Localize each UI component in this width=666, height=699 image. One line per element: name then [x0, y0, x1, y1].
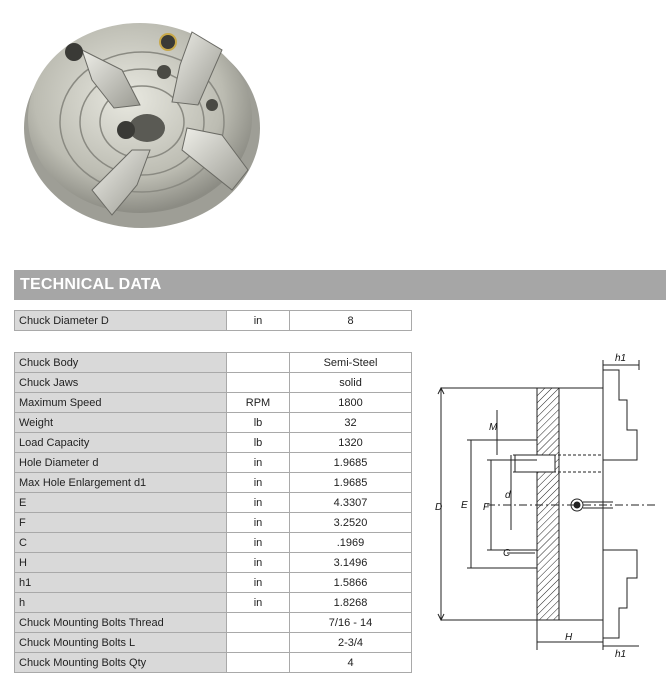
spec-unit: [227, 653, 290, 673]
dim-F: F: [483, 502, 490, 513]
table-row: [15, 373, 412, 393]
spec-label: Max Hole Enlargement d1: [15, 473, 227, 493]
spec-unit: in: [227, 493, 290, 513]
table-row: [15, 311, 412, 331]
spec-label: H: [15, 553, 227, 573]
spec-unit: lb: [227, 433, 290, 453]
spec-table: [14, 352, 412, 673]
table-row: [15, 573, 412, 593]
table-row: [15, 513, 412, 533]
spec-label: Maximum Speed: [15, 393, 227, 413]
spec-unit: in: [227, 453, 290, 473]
spec-label: F: [15, 513, 227, 533]
spec-label: Chuck Diameter D: [15, 311, 227, 331]
spec-label: h1: [15, 573, 227, 593]
table-row: [15, 473, 412, 493]
dim-h1-top: h1: [615, 353, 627, 364]
spec-unit: [227, 373, 290, 393]
spec-value: .1969: [290, 533, 412, 553]
spec-label: C: [15, 533, 227, 553]
spec-value: 3.1496: [290, 553, 412, 573]
spec-value: 1.8268: [290, 593, 412, 613]
spec-value: 2-3/4: [290, 633, 412, 653]
spec-value: 4.3307: [290, 493, 412, 513]
spec-unit: lb: [227, 413, 290, 433]
spec-value: 4: [290, 653, 412, 673]
spec-label: Weight: [15, 413, 227, 433]
table-row: [15, 353, 412, 373]
spec-label: Hole Diameter d: [15, 453, 227, 473]
dim-d: d: [505, 490, 511, 501]
spec-unit: [227, 353, 290, 373]
spec-unit: in: [227, 573, 290, 593]
dim-h1-bottom: h1: [615, 649, 627, 660]
spec-label: Chuck Mounting Bolts Thread: [15, 613, 227, 633]
spec-label: Chuck Jaws: [15, 373, 227, 393]
section-header: TECHNICAL DATA: [14, 270, 666, 300]
spec-unit: [227, 633, 290, 653]
table-row: [15, 613, 412, 633]
spec-unit: in: [227, 473, 290, 493]
dim-E: E: [461, 500, 468, 511]
spec-value: 1800: [290, 393, 412, 413]
primary-spec-table: [14, 310, 412, 331]
spec-label: E: [15, 493, 227, 513]
spec-value: solid: [290, 373, 412, 393]
table-row: [15, 653, 412, 673]
dim-M: M: [489, 422, 498, 433]
chuck-cross-section-drawing: [427, 350, 663, 660]
spec-unit: [227, 613, 290, 633]
spec-label: Chuck Mounting Bolts L: [15, 633, 227, 653]
spec-unit: in: [227, 533, 290, 553]
spec-value: 1.9685: [290, 453, 412, 473]
chuck-product-image: [22, 10, 262, 230]
table-row: [15, 493, 412, 513]
spec-unit: in: [227, 311, 290, 331]
table-row: [15, 433, 412, 453]
spec-value: 1320: [290, 433, 412, 453]
spec-unit: RPM: [227, 393, 290, 413]
table-row: [15, 533, 412, 553]
spec-value: 3.2520: [290, 513, 412, 533]
spec-label: Chuck Body: [15, 353, 227, 373]
spec-value: 1.5866: [290, 573, 412, 593]
spec-value: 32: [290, 413, 412, 433]
spec-unit: in: [227, 513, 290, 533]
table-row: [15, 553, 412, 573]
dim-C: C: [503, 548, 511, 559]
spec-unit: in: [227, 593, 290, 613]
table-row: [15, 413, 412, 433]
spec-label: Load Capacity: [15, 433, 227, 453]
dim-H: H: [565, 632, 573, 643]
table-row: [15, 593, 412, 613]
spec-value: 1.9685: [290, 473, 412, 493]
spec-unit: in: [227, 553, 290, 573]
spec-label: Chuck Mounting Bolts Qty: [15, 653, 227, 673]
spec-label: h: [15, 593, 227, 613]
spec-value: Semi-Steel: [290, 353, 412, 373]
table-row: [15, 393, 412, 413]
dim-D: D: [435, 502, 443, 513]
table-row: [15, 453, 412, 473]
table-row: [15, 633, 412, 653]
spec-value: 7/16 - 14: [290, 613, 412, 633]
spec-value: 8: [290, 311, 412, 331]
